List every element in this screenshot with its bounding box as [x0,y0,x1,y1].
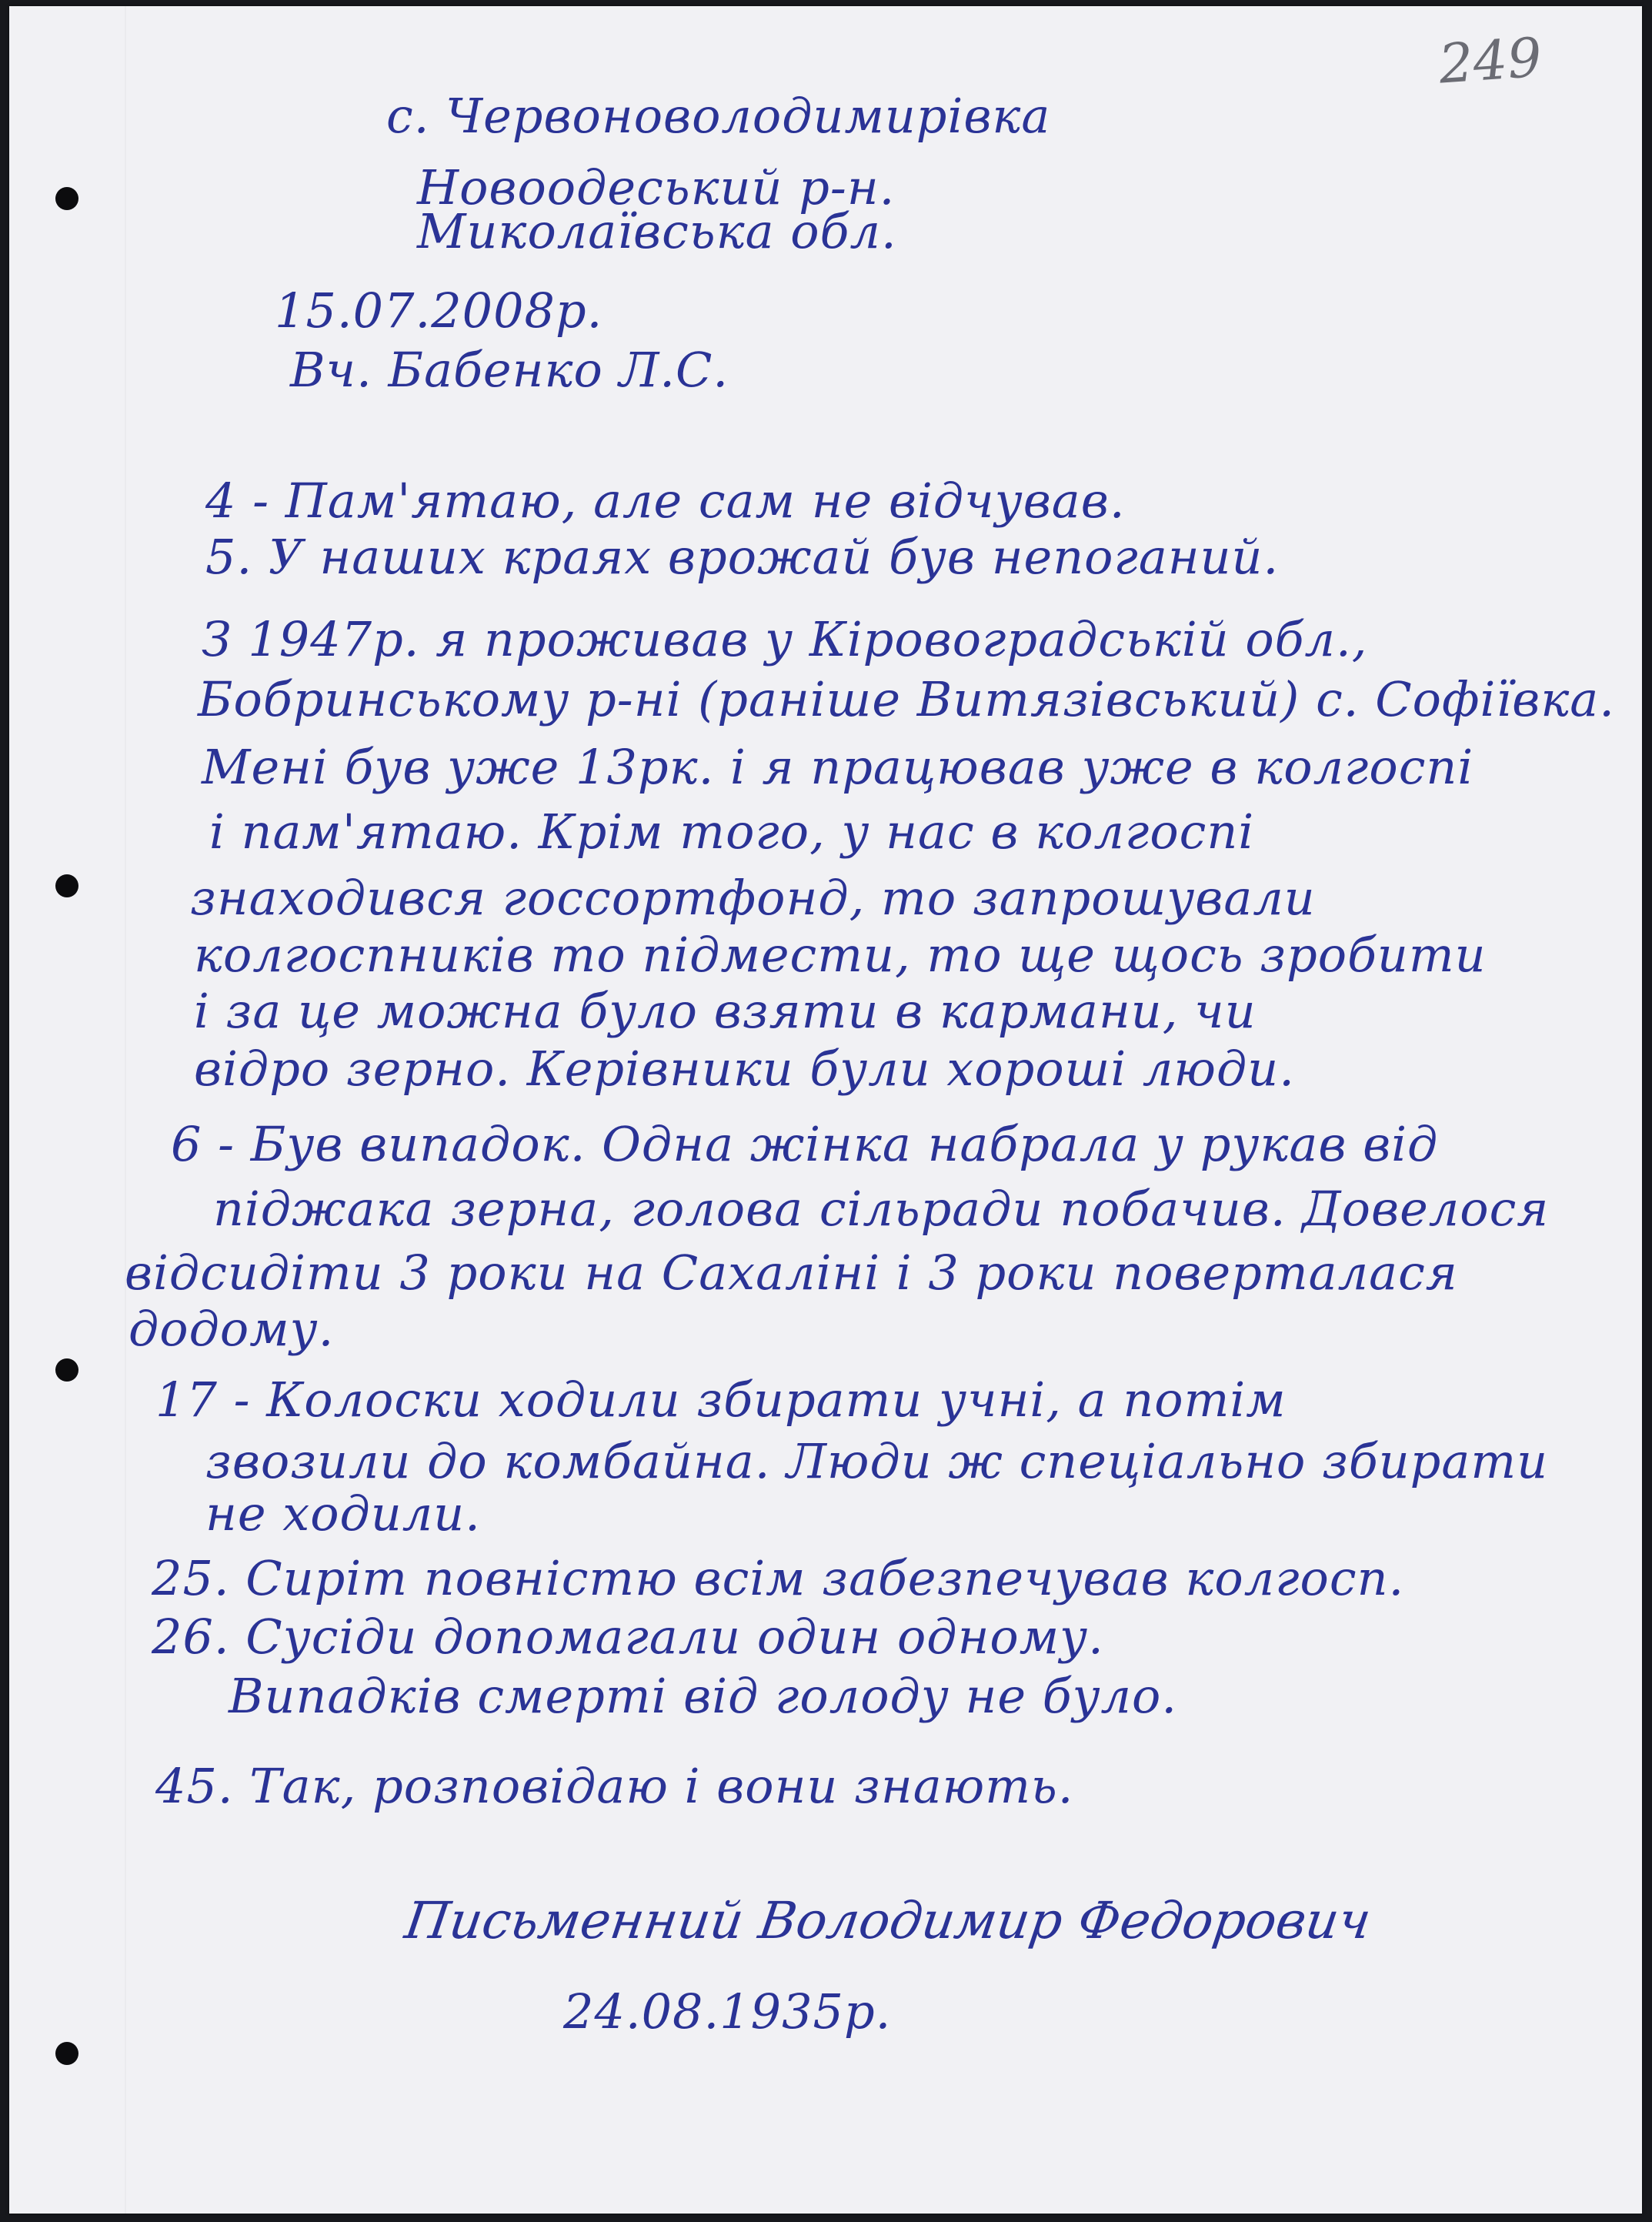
answer-line: відсидіти 3 роки на Сахаліні і 3 роки поверталася [125,1245,1458,1301]
answer-line: 6 - Був випадок. Одна жінка набрала у рукав від [171,1116,1439,1172]
punch-hole [55,874,78,897]
answer-line: і за це можна було взяти в кармани, чи [194,983,1257,1039]
birth-date: 24.08.1935р. [563,1983,892,2040]
answer-line: 26. Сусіди допомагали один одному. [152,1609,1104,1665]
answer-line: Випадків смерті від голоду не було. [229,1668,1178,1724]
region-name: Миколаївська обл. [417,203,897,259]
interviewer-name: Вч. Бабенко Л.С. [290,342,729,398]
answer-line: 4 - Пам'ятаю, але сам не відчував. [205,473,1126,529]
answer-line: Бобринському р-ні (раніше Витязівський) с. Софіївка. [198,671,1615,727]
answer-line: відро зерно. Керівники були хороші люди. [194,1041,1295,1097]
punch-hole [55,1358,78,1382]
answer-line: З 1947р. я проживав у Кіровоградській обл., [202,611,1368,667]
answer-line: колгоспників то підмести, то ще щось зробити [194,927,1487,983]
answer-line: додому. [128,1301,335,1357]
archive-page-number: 249 [1437,25,1544,96]
answer-line: і пам'ятаю. Крім того, у нас в колгоспі [209,804,1255,860]
interview-date: 15.07.2008р. [275,282,603,339]
document-page [9,6,1642,2214]
answer-line: звозили до комбайна. Люди ж спеціально збирати [205,1433,1549,1489]
village-name: с. Червоноволодимирівка [386,88,1051,144]
punch-hole [55,2042,78,2065]
answer-line: знаходився госсортфонд, то запрошували [190,870,1316,926]
answer-line: 5. У наших краях врожай був непоганий. [205,529,1280,585]
answer-line: 45. Так, розповідаю і вони знають. [155,1758,1074,1814]
answer-line: 25. Сиріт повністю всім забезпечував колгосп. [152,1550,1405,1606]
answer-line: не ходили. [205,1485,481,1542]
answer-line: Мені був уже 13рк. і я працював уже в колгоспі [202,739,1474,795]
signature-name: Письменний Володимир Федорович [401,1891,1375,1950]
punch-hole [55,187,78,210]
district-name: Новоодеський р-н. [417,159,896,216]
answer-line: піджака зерна, голова сільради побачив. Довелося [213,1181,1550,1237]
answer-line: 17 - Колоски ходили збирати учні, а потім [155,1372,1287,1428]
